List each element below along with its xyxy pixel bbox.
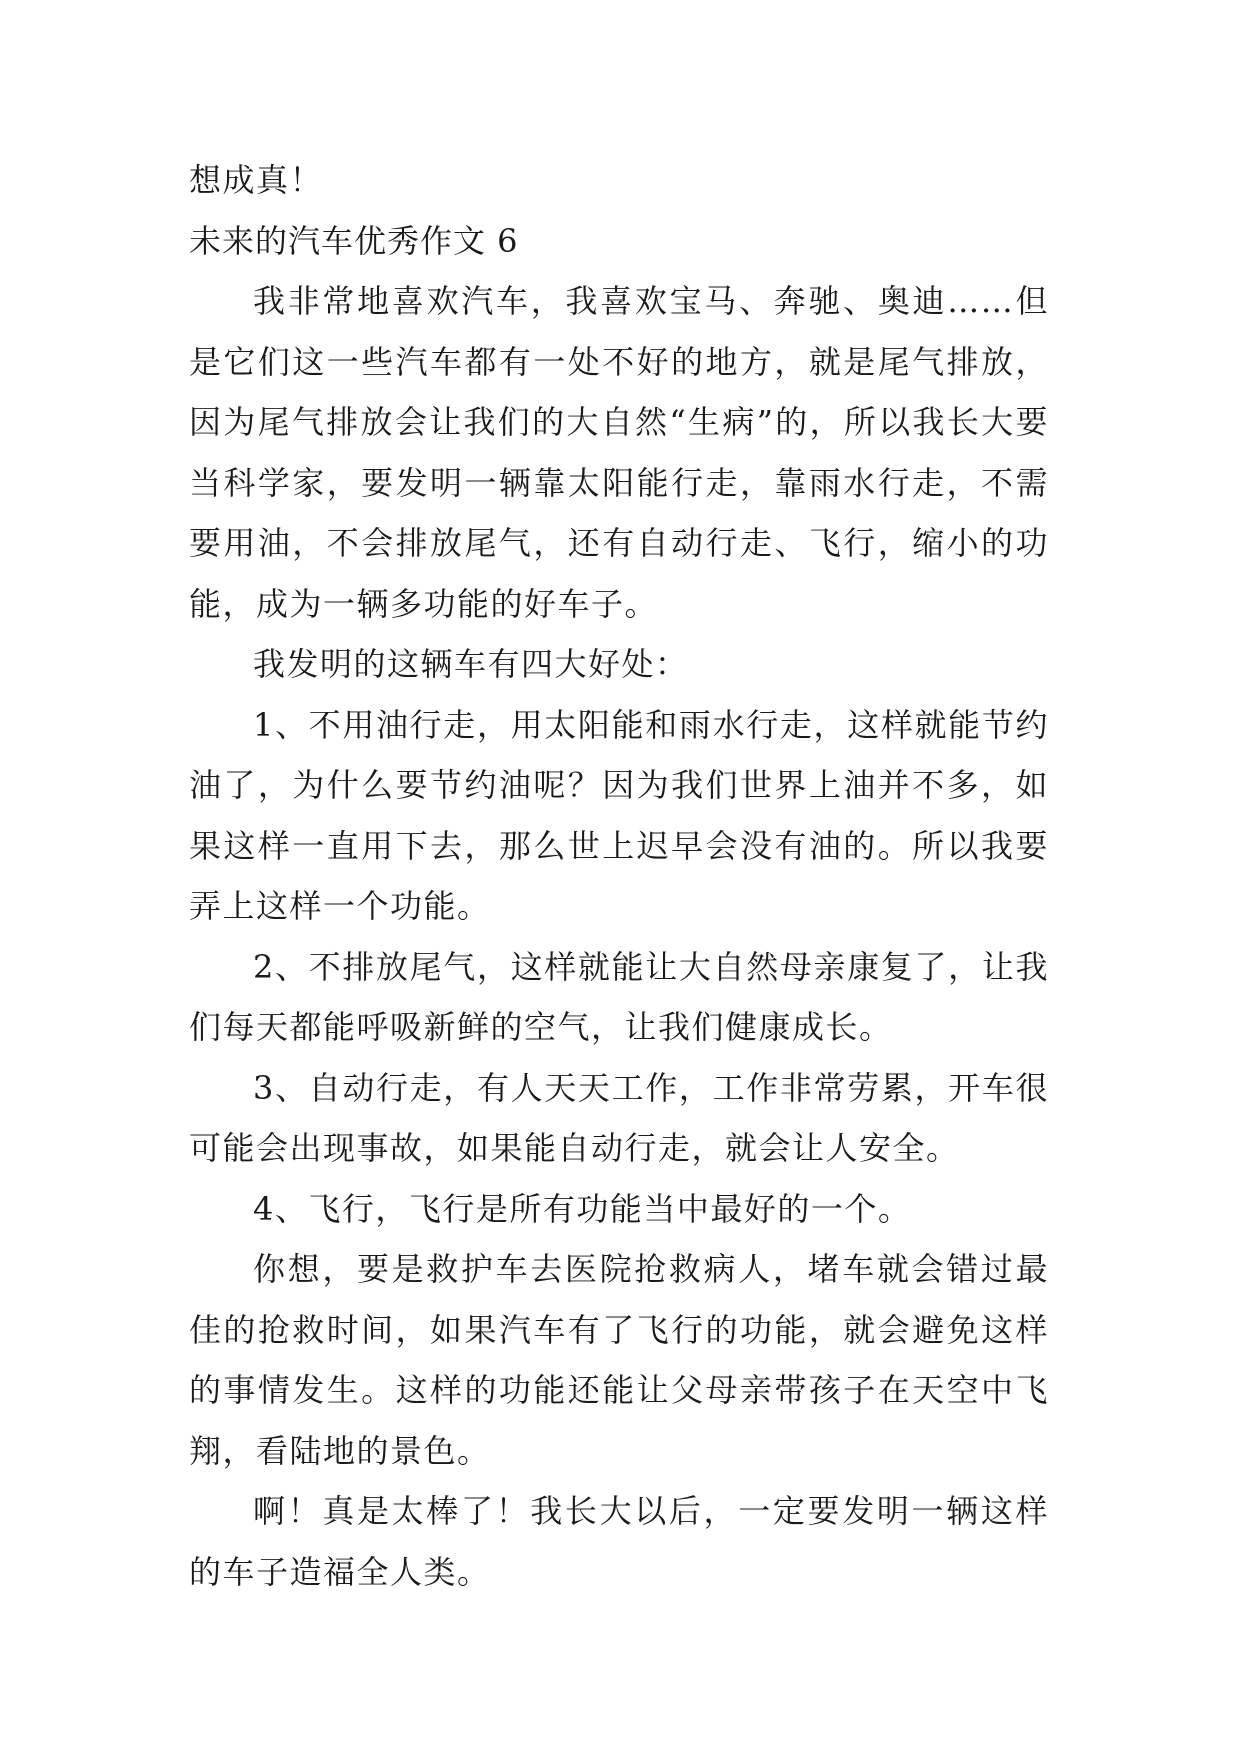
paragraph-4: 2、不排放尾气，这样就能让大自然母亲康复了，让我们每天都能呼吸新鲜的空气，让我们健康成长。: [189, 947, 1049, 1046]
continued-text-line: 想成真！: [189, 161, 324, 199]
paragraph-1: 我非常地喜欢汽车，我喜欢宝马、奔驰、奥迪……但是它们这一些汽车都有一处不好的地方，就是尾气排放，因为尾气排放会让我们的大自然“生病”的，所以我长大要当科学家，要发明一辆靠太阳能行走，靠雨水行走，不需要用油，不会排放尾气，还有自动行走、飞行，缩小的功能，成为一辆多功能的好车子。: [189, 282, 1049, 623]
paragraph-3: 1、不用油行走，用太阳能和雨水行走，这样就能节约油了，为什么要节约油呢？因为我们世界上油并不多，如果这样一直用下去，那么世上迟早会没有油的。所以我要弄上这样一个功能。: [189, 705, 1049, 925]
paragraph-8: 啊！真是太棒了！我长大以后，一定要发明一辆这样的车子造福全人类。: [189, 1492, 1049, 1591]
essay-title: 未来的汽车优秀作文 6: [189, 221, 519, 260]
document-body: [189, 150, 1049, 1602]
paragraph-5: 3、自动行走，有人天天工作，工作非常劳累，开车很可能会出现事故，如果能自动行走，就会让人安全。: [189, 1068, 1049, 1167]
paragraph-7: 你想，要是救护车去医院抢救病人，堵车就会错过最佳的抢救时间，如果汽车有了飞行的功能，就会避免这样的事情发生。这样的功能还能让父母亲带孩子在天空中飞翔，看陆地的景色。: [189, 1250, 1049, 1470]
paragraph-2: 我发明的这辆车有四大好处：: [253, 645, 689, 683]
paragraph-6: 4、飞行，飞行是所有功能当中最好的一个。: [253, 1189, 912, 1228]
